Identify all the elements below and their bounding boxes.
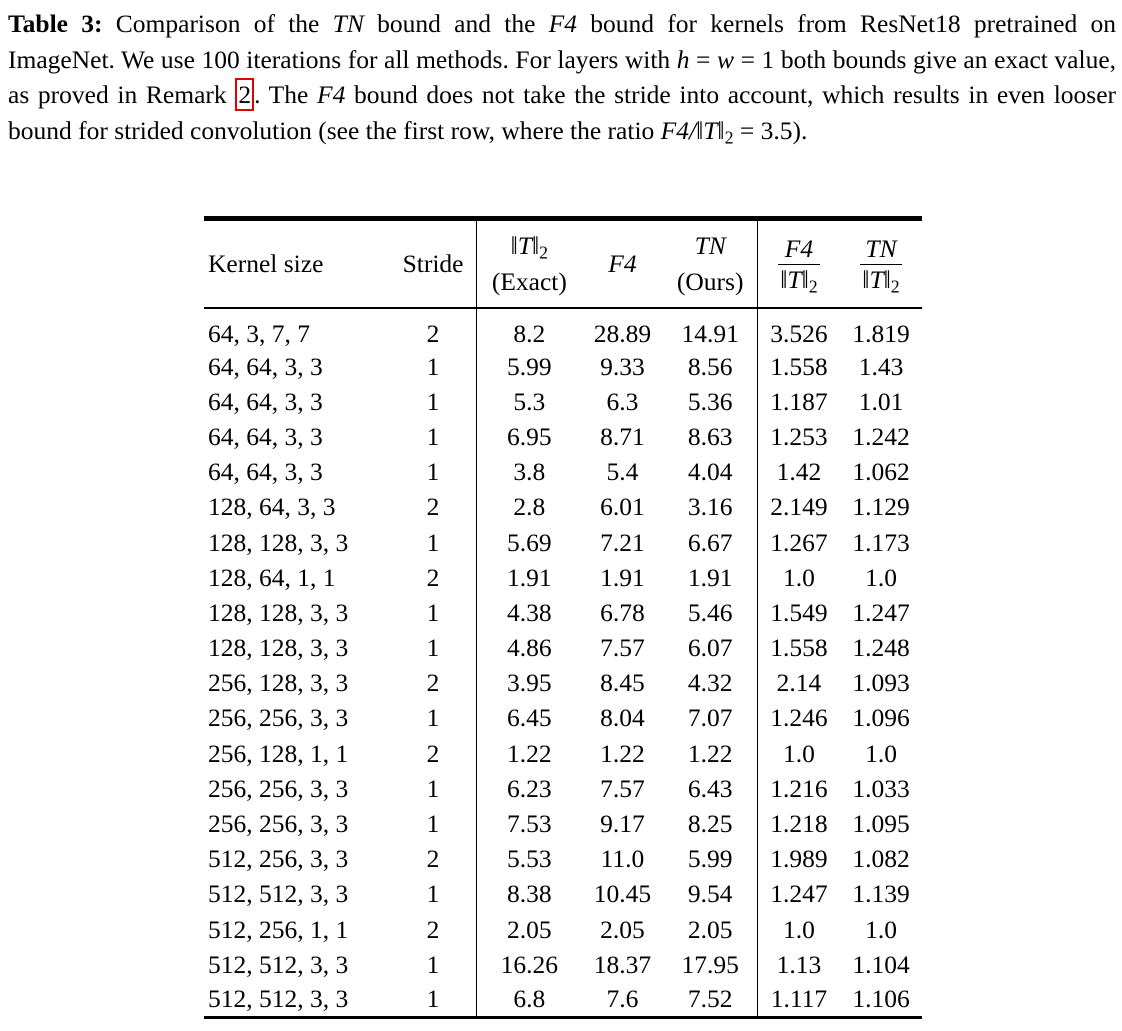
cell-tn: 1.22 [663, 736, 757, 771]
cell-stride: 1 [390, 384, 477, 419]
cell-ratio-f4: 1.558 [770, 633, 828, 663]
cell-tn: 14.91 [663, 308, 757, 349]
caption-text-6: . The [254, 80, 317, 109]
cell-f4: 11.0 [600, 844, 645, 874]
cell-exact: 16.26 [500, 949, 559, 979]
cell-kernel-size: 64, 64, 3, 3 [208, 457, 323, 487]
table-row [204, 308, 922, 349]
table-row [204, 947, 922, 982]
cell-kernel-size: 256, 128, 1, 1 [208, 738, 349, 768]
cell-kernel-size: 128, 64, 1, 1 [208, 562, 336, 592]
cell-exact: 5.53 [507, 844, 552, 874]
cell-ratio-f4: 2.14 [776, 668, 822, 698]
cell-stride: 2 [390, 666, 477, 701]
header-ratio-f4-num: F4 [778, 234, 819, 265]
cell-f4: 8.04 [600, 703, 645, 733]
table-caption [8, 6, 1116, 148]
cell-ratio-f4: 1.0 [783, 914, 815, 944]
cell-kernel-size: 512, 512, 3, 3 [204, 982, 390, 1017]
cell-tn: 5.99 [663, 842, 757, 877]
cell-exact: 8.2 [513, 319, 546, 348]
cell-stride: 1 [390, 947, 477, 982]
table-row [204, 455, 922, 490]
table-row [204, 771, 922, 806]
cell-kernel-size: 256, 256, 3, 3 [208, 809, 349, 839]
table-row [204, 349, 922, 384]
cell-tn: 2.05 [663, 912, 757, 947]
header-ratio-f4-den: ‖T‖ [780, 264, 809, 294]
table-row [204, 842, 922, 877]
cell-ratio-f4: 3.526 [770, 319, 828, 348]
cell-exact: 8.38 [507, 879, 552, 909]
cell-tn: 8.25 [663, 806, 757, 841]
cell-exact: 6.23 [507, 773, 552, 803]
cell-ratio-f4: 1.246 [770, 703, 828, 733]
cell-f4: 8.45 [600, 668, 645, 698]
cell-ratio-tn: 1.0 [865, 914, 897, 944]
cell-f4: 18.37 [593, 949, 652, 979]
caption-label: Table 3: [8, 9, 103, 38]
table-row [204, 912, 922, 947]
cell-ratio-tn: 1.095 [852, 809, 910, 839]
cell-tn: 8.63 [663, 419, 757, 454]
cell-stride: 2 [390, 560, 477, 595]
cell-kernel-size: 128, 64, 3, 3 [208, 492, 336, 522]
cell-ratio-tn: 1.242 [852, 421, 910, 451]
caption-ratio-subscript: 2 [724, 126, 734, 147]
table-row [204, 806, 922, 841]
cell-stride: 1 [390, 982, 477, 1017]
table-row [204, 631, 922, 666]
cell-ratio-f4: 1.253 [770, 421, 828, 451]
caption-text-5: = 1 both bounds give an exact value, as proved in Remark [8, 44, 1117, 109]
header-exact-sub: 2 [539, 242, 549, 263]
cell-exact: 2.8 [513, 492, 546, 522]
table-row [204, 595, 922, 630]
cell-ratio-tn: 1.248 [852, 633, 910, 663]
caption-tn-symbol: TN [332, 9, 364, 38]
header-row [204, 220, 922, 308]
cell-tn: 9.54 [663, 877, 757, 912]
table-row [204, 877, 922, 912]
cell-exact: 6.45 [507, 703, 552, 733]
cell-stride: 1 [390, 349, 477, 384]
cell-f4: 8.71 [600, 421, 645, 451]
cell-ratio-tn: 1.0 [865, 562, 897, 592]
cell-f4: 5.4 [606, 457, 639, 487]
cell-f4: 9.17 [600, 809, 645, 839]
cell-f4: 7.57 [600, 773, 645, 803]
caption-h-symbol: h [676, 44, 690, 74]
cell-stride: 1 [390, 877, 477, 912]
cell-exact: 3.95 [507, 668, 552, 698]
cell-exact: 4.86 [507, 633, 552, 663]
cell-ratio-f4: 1.549 [770, 597, 828, 627]
cell-ratio-tn: 1.247 [852, 597, 910, 627]
header-ratio-tn-num: TN [860, 234, 901, 265]
cell-ratio-f4: 1.267 [770, 527, 828, 557]
cell-ratio-f4: 2.149 [770, 492, 828, 522]
table-row [204, 736, 922, 771]
cell-f4: 6.3 [606, 386, 639, 416]
cell-ratio-f4: 1.0 [783, 562, 815, 592]
table-row [204, 490, 922, 525]
cell-tn: 5.46 [663, 595, 757, 630]
caption-f4-symbol-2: F4 [317, 80, 346, 109]
cell-ratio-tn: 1.01 [858, 386, 904, 416]
cell-exact: 6.95 [507, 421, 552, 451]
header-stride: Stride [390, 220, 477, 308]
table-row [204, 701, 922, 736]
cell-tn: 7.07 [663, 701, 757, 736]
cell-kernel-size: 128, 128, 3, 3 [208, 597, 349, 627]
cell-kernel-size: 512, 512, 3, 3 [208, 879, 349, 909]
caption-w-symbol: w [717, 44, 735, 74]
cell-ratio-tn: 1.106 [840, 982, 922, 1017]
cell-ratio-tn: 1.093 [852, 668, 910, 698]
cell-ratio-f4: 1.218 [770, 809, 828, 839]
cell-tn: 6.67 [663, 525, 757, 560]
cell-stride: 1 [390, 701, 477, 736]
cell-f4: 6.01 [600, 492, 645, 522]
cell-stride: 1 [390, 806, 477, 841]
cell-stride: 2 [390, 490, 477, 525]
caption-text-1: Comparison of the [102, 9, 333, 38]
cell-ratio-tn: 1.033 [852, 773, 910, 803]
cell-ratio-tn: 1.129 [852, 492, 910, 522]
cell-exact: 3.8 [513, 457, 546, 487]
cell-kernel-size: 128, 128, 3, 3 [208, 633, 349, 663]
results-table [204, 216, 922, 1019]
cell-kernel-size: 256, 128, 3, 3 [208, 668, 349, 698]
header-f4: F4 [581, 220, 663, 308]
remark-reference-link[interactable]: 2 [235, 78, 254, 111]
cell-kernel-size: 64, 3, 7, 7 [208, 319, 310, 348]
cell-f4: 7.21 [600, 527, 645, 557]
cell-stride: 1 [390, 455, 477, 490]
cell-tn: 4.04 [663, 455, 757, 490]
cell-f4: 7.6 [581, 982, 663, 1017]
cell-tn: 8.56 [663, 349, 757, 384]
cell-f4: 9.33 [600, 351, 645, 381]
cell-kernel-size: 512, 256, 3, 3 [208, 844, 349, 874]
table-row [204, 384, 922, 419]
header-ratio-f4 [757, 220, 840, 308]
cell-tn: 5.36 [663, 384, 757, 419]
table-row [204, 419, 922, 454]
cell-f4: 2.05 [600, 914, 645, 944]
cell-stride: 1 [390, 419, 477, 454]
cell-exact: 5.3 [513, 386, 546, 416]
cell-exact: 4.38 [507, 597, 552, 627]
cell-kernel-size: 256, 256, 3, 3 [208, 703, 349, 733]
cell-kernel-size: 64, 64, 3, 3 [208, 421, 323, 451]
cell-exact: 6.8 [477, 982, 582, 1017]
cell-kernel-size: 256, 256, 3, 3 [208, 773, 349, 803]
cell-tn: 17.95 [663, 947, 757, 982]
cell-ratio-tn: 1.173 [852, 527, 910, 557]
cell-f4: 10.45 [593, 879, 652, 909]
caption-text-7: bound does not take the stride into account, which results in even looser bound for strided convolution (see the first row, where the ratio [8, 80, 1117, 145]
header-ratio-tn-den: ‖T‖ [862, 264, 891, 294]
cell-ratio-f4: 1.187 [770, 386, 828, 416]
cell-ratio-tn: 1.819 [852, 319, 910, 348]
cell-ratio-f4: 1.13 [776, 949, 822, 979]
caption-f4-symbol: F4 [548, 9, 577, 38]
cell-exact: 1.91 [507, 562, 552, 592]
cell-ratio-tn: 1.139 [852, 879, 910, 909]
cell-f4: 1.22 [600, 738, 645, 768]
cell-stride: 2 [390, 736, 477, 771]
cell-exact: 2.05 [507, 914, 552, 944]
cell-stride: 1 [390, 595, 477, 630]
cell-kernel-size: 64, 64, 3, 3 [208, 386, 323, 416]
cell-tn: 6.43 [663, 771, 757, 806]
cell-tn: 1.91 [663, 560, 757, 595]
cell-tn: 7.52 [663, 982, 757, 1017]
cell-tn: 6.07 [663, 631, 757, 666]
header-exact [477, 220, 582, 308]
cell-stride: 2 [390, 912, 477, 947]
caption-text-4: = [689, 44, 718, 74]
cell-stride: 1 [390, 631, 477, 666]
table-row [204, 666, 922, 701]
header-kernel-size: Kernel size [204, 220, 390, 308]
header-ratio-tn-den-sub: 2 [890, 275, 900, 296]
cell-kernel-size: 512, 256, 1, 1 [208, 914, 349, 944]
table-row [204, 525, 922, 560]
cell-ratio-tn: 1.062 [852, 457, 910, 487]
cell-ratio-tn: 1.082 [852, 844, 910, 874]
cell-ratio-f4: 1.216 [770, 773, 828, 803]
cell-ratio-f4: 1.42 [776, 457, 822, 487]
cell-kernel-size: 64, 64, 3, 3 [208, 351, 323, 381]
cell-stride: 1 [390, 525, 477, 560]
cell-f4: 7.57 [600, 633, 645, 663]
table-row [204, 982, 922, 1017]
caption-text-8: = 3.5). [733, 115, 808, 145]
cell-ratio-f4: 1.117 [757, 982, 840, 1017]
cell-tn: 4.32 [663, 666, 757, 701]
cell-stride: 2 [390, 308, 477, 349]
cell-kernel-size: 128, 128, 3, 3 [208, 527, 349, 557]
cell-exact: 1.22 [507, 738, 552, 768]
caption-ratio-expression: F4/‖T‖ [660, 115, 725, 145]
cell-stride: 2 [390, 842, 477, 877]
cell-stride: 1 [390, 771, 477, 806]
cell-exact: 7.53 [507, 809, 552, 839]
table-row [204, 560, 922, 595]
cell-tn: 3.16 [663, 490, 757, 525]
cell-ratio-tn: 1.104 [852, 949, 910, 979]
cell-kernel-size: 512, 512, 3, 3 [208, 949, 349, 979]
header-exact-label: (Exact) [491, 267, 567, 296]
caption-text-2: bound and the [363, 9, 549, 38]
cell-ratio-tn: 1.096 [852, 703, 910, 733]
cell-ratio-f4: 1.558 [770, 351, 828, 381]
header-exact-norm: ‖T‖ [510, 231, 540, 260]
cell-f4: 1.91 [600, 562, 645, 592]
table-body [204, 308, 922, 1018]
cell-exact: 5.69 [507, 527, 552, 557]
cell-f4: 6.78 [600, 597, 645, 627]
cell-ratio-f4: 1.0 [783, 738, 815, 768]
caption-text-3: bound for kernels from ResNet18 pretrained on ImageNet. We use 100 iterations for all methods. For layers with [8, 9, 1116, 74]
header-tn-label: (Ours) [676, 267, 744, 296]
header-ratio-f4-den-sub: 2 [808, 275, 818, 296]
cell-f4: 28.89 [593, 319, 652, 348]
cell-ratio-tn: 1.0 [865, 738, 897, 768]
header-tn [663, 220, 757, 308]
header-ratio-tn [840, 220, 922, 308]
cell-ratio-f4: 1.989 [770, 844, 828, 874]
cell-ratio-tn: 1.43 [858, 351, 904, 381]
cell-exact: 5.99 [507, 351, 552, 381]
header-tn-symbol: TN [694, 231, 726, 260]
cell-ratio-f4: 1.247 [770, 879, 828, 909]
